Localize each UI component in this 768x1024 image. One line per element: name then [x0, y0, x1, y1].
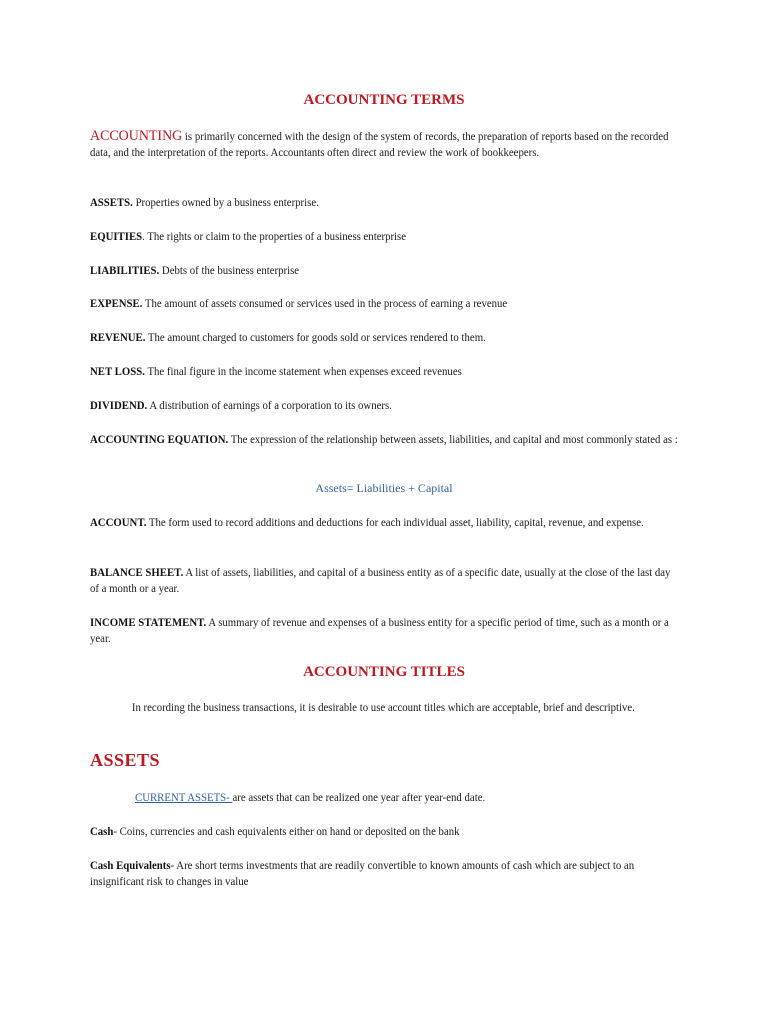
definition-net-loss	[90, 364, 680, 380]
definition-liabilities	[90, 263, 680, 279]
definition-text: The amount of assets consumed or services used in the process of earning a revenue	[142, 297, 508, 310]
definition-dividend	[90, 398, 680, 414]
definition-term: NET LOSS.	[90, 365, 145, 378]
definition-balance-sheet	[90, 565, 680, 597]
definition-term: EQUITIES	[90, 230, 143, 243]
definition-term: EXPENSE.	[90, 297, 143, 310]
definition-text: Debts of the business enterprise	[159, 264, 300, 277]
intro-term: ACCOUNTING	[90, 128, 183, 144]
current-assets-text: are assets that can be realized one year after year-end date.	[232, 791, 486, 804]
intro-paragraph	[90, 128, 680, 161]
definition-text: . The rights or claim to the properties of a business enterprise	[142, 230, 407, 243]
definition-cash-equivalents	[90, 858, 680, 890]
definition-term: Cash Equivalents	[90, 859, 171, 872]
definition-text: The expression of the relationship between assets, liabilities, and capital and most commonly stated as :	[228, 433, 678, 446]
definition-equities	[90, 229, 680, 245]
definition-revenue	[90, 330, 680, 346]
definition-text: The form used to record additions and deductions for each individual asset, liability, capital, revenue, and expense.	[146, 516, 644, 529]
definition-accounting-equation	[90, 432, 680, 448]
definition-term: DIVIDEND.	[90, 399, 148, 412]
section-heading-assets: ASSETS	[90, 750, 161, 770]
intro-text: is primarily concerned with the design of the system of records, the preparation of reports based on the recorded data, and the interpretation of the reports. Accountants often direct and review the work of bookkeepers.	[90, 130, 669, 159]
definition-text: A distribution of earnings of a corporation to its owners.	[147, 399, 392, 412]
definition-expense	[90, 296, 680, 312]
definition-term: BALANCE SHEET.	[90, 566, 184, 579]
definition-term: INCOME STATEMENT.	[90, 616, 207, 629]
definition-term: ASSETS.	[90, 196, 133, 209]
definition-text: - Are short terms investments that are readily convertible to known amounts of cash which are subject to an insignificant risk to changes in value	[90, 859, 635, 888]
definition-text: A list of assets, liabilities, and capital of a business entity as of a specific date, usually at the close of the last day of a month or a year.	[90, 566, 671, 595]
accounting-equation: Assets= Liabilities + Capital	[315, 481, 453, 495]
section-heading-accounting-titles: ACCOUNTING TITLES	[303, 664, 465, 680]
definition-text: - Coins, currencies and cash equivalents either on hand or deposited on the bank	[113, 825, 460, 838]
definition-term: REVENUE.	[90, 331, 146, 344]
definition-term: ACCOUNTING EQUATION.	[90, 433, 229, 446]
definition-text: A summary of revenue and expenses of a business entity for a specific period of time, such as a month or a year.	[90, 616, 669, 645]
definition-term: Cash	[90, 825, 114, 838]
definition-assets	[90, 195, 680, 211]
current-assets-link[interactable]: CURRENT ASSETS-	[135, 791, 233, 804]
definition-text: Properties owned by a business enterprise.	[132, 196, 319, 209]
definition-term: LIABILITIES.	[90, 264, 160, 277]
definition-text: The amount charged to customers for goods sold or services rendered to them.	[145, 331, 486, 344]
definition-text: The final figure in the income statement when expenses exceed revenues	[144, 365, 462, 378]
titles-intro: In recording the business transactions, it is desirable to use account titles which are acceptable, brief and descriptive.	[131, 701, 635, 714]
definition-account	[90, 515, 680, 531]
definition-term: ACCOUNT.	[90, 516, 147, 529]
definition-income-statement	[90, 615, 680, 647]
definition-cash	[90, 824, 680, 840]
current-assets-line	[135, 790, 674, 806]
page-title: ACCOUNTING TERMS	[303, 92, 465, 108]
